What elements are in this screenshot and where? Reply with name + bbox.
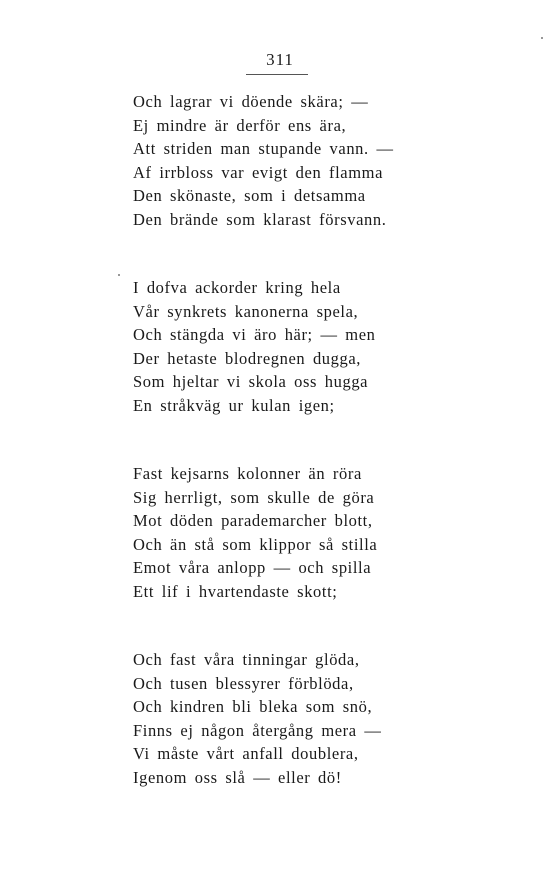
verse-line: Emot våra anlopp — och spilla <box>133 558 372 578</box>
verse-line: Fast kejsarns kolonner än röra <box>133 464 362 483</box>
verse-line: Den brände som klarast försvann. <box>133 209 387 229</box>
stanza-2 <box>133 276 376 418</box>
stanza-3 <box>133 462 377 604</box>
speck-top-right <box>541 37 543 39</box>
verse-line: Igenom oss slå — eller dö! <box>133 767 342 787</box>
verse-line: Ej mindre är derför ens ära, <box>133 115 347 135</box>
verse-line: Och kindren bli bleka som snö, <box>133 697 373 717</box>
verse-line: Och än stå som klippor så stilla <box>133 534 378 554</box>
verse-line: Och lagrar vi döende skära; — <box>133 92 369 111</box>
verse-line: Och stängda vi äro här; — men <box>133 325 376 345</box>
verse-line: Att striden man stupande vann. — <box>133 139 394 159</box>
verse-line: Som hjeltar vi skola oss hugga <box>133 372 369 392</box>
verse-line: Der hetaste blodregnen dugga, <box>133 348 361 368</box>
verse-line: I dofva ackorder kring hela <box>133 278 341 297</box>
verse-line: Mot döden parademarcher blott, <box>133 511 373 531</box>
page-number: 311 <box>266 50 294 69</box>
verse-line: Och tusen blessyrer förblöda, <box>133 673 354 693</box>
verse-line: Ett lif i hvartendaste skott; <box>133 581 338 601</box>
stanza-1 <box>133 90 394 232</box>
verse-line: En stråkväg ur kulan igen; <box>133 395 335 415</box>
verse-line: Vår synkrets kanonerna spela, <box>133 301 359 321</box>
verse-line: Den skönaste, som i detsamma <box>133 186 366 206</box>
verse-line: Finns ej någon återgång mera — <box>133 720 382 740</box>
speck-left <box>118 274 120 276</box>
header-rule <box>246 74 308 75</box>
verse-line: Af irrbloss var evigt den flamma <box>133 162 384 182</box>
verse-line: Och fast våra tinningar glöda, <box>133 650 360 669</box>
verse-line: Vi måste vårt anfall doublera, <box>133 744 359 764</box>
verse-line: Sig herrligt, som skulle de göra <box>133 487 375 507</box>
stanza-4 <box>133 648 382 790</box>
